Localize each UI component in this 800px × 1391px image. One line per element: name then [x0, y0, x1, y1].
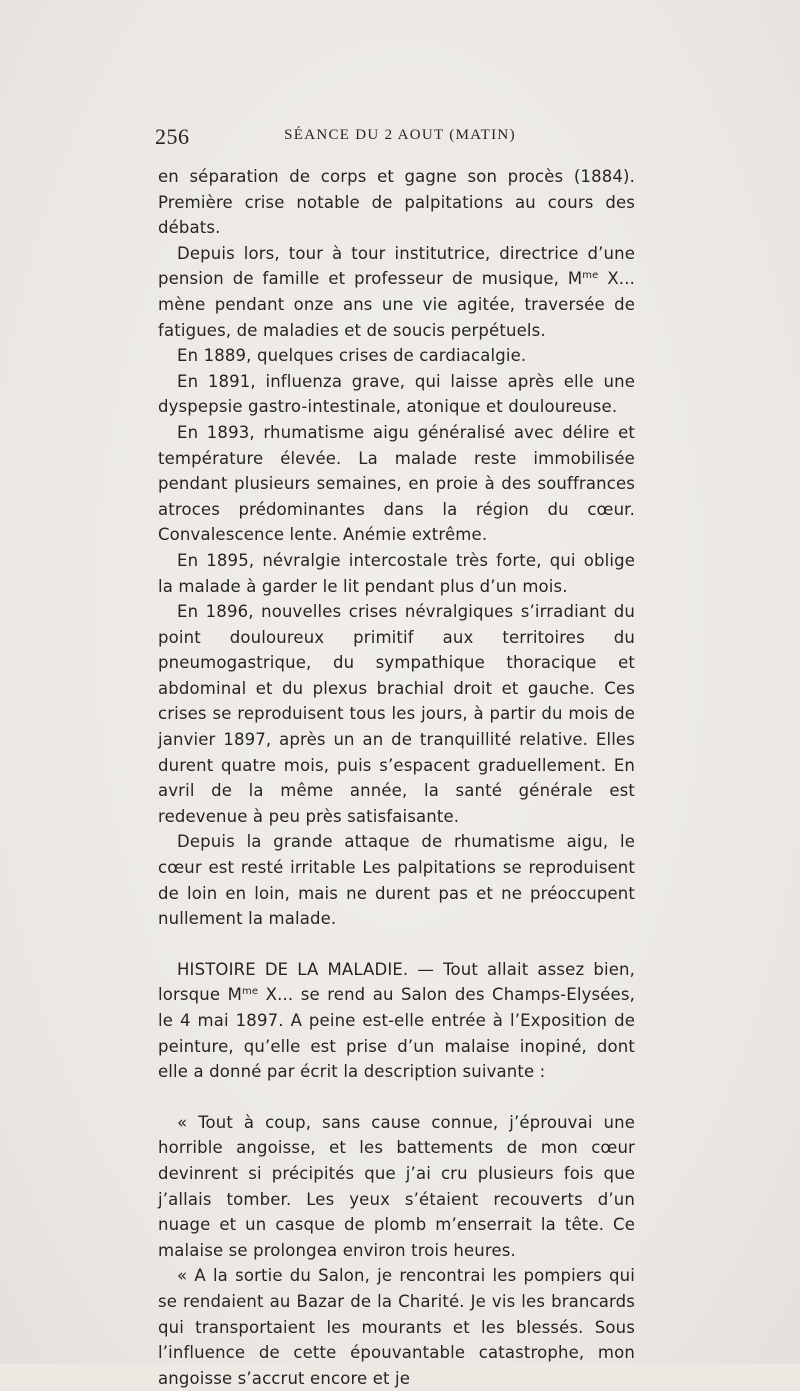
- paragraph-2: [158, 241, 635, 343]
- paragraph-8: Depuis la grande attaque de rhumatisme aigu, le cœur est resté irritable Les palpitations se reproduisent de loin en loin, mais ne durent pas et ne préoccupent nullement la malade.: [158, 832, 635, 929]
- paragraph-7: En 1896, nouvelles crises névralgiques s’irradiant du point douloureux primitif aux territoires du pneumogastrique, du sympathique thoracique et abdominal et du plexus brachial droit et gauche. Ces crises se reproduisent tous les jours, à partir du mois de janvier 1897, après un an de tranquillité relative. Elles durent quatre mois, puis s’espacent graduellement. En avril de la même année, la santé générale est redevenue à peu près satisfaisante.: [158, 602, 635, 826]
- page-number: 256: [155, 124, 190, 149]
- paragraph-histoire-text-a: HISTOIRE DE LA MALADIE. — Tout allait assez bien, lorsque M: [158, 959, 635, 1005]
- body-text: [158, 164, 635, 1391]
- paragraph-quote-2: « A la sortie du Salon, je rencontrai les pompiers qui se rendaient au Bazar de la Charité. Je vis les brancards qui transportaient les mourants et les blessés. Sous l’influence de cette épouvantable catastrophe, mon angoisse s’accrut encore et je: [158, 1266, 635, 1388]
- running-head: SÉANCE DU 2 AOUT (MATIN): [284, 127, 516, 143]
- paragraph-histoire-text-b: X... se rend au Salon des Champs-Elysées, le 4 mai 1897. A peine est-elle entrée à l’Exposition de peinture, qu’elle est prise d’un malaise inopiné, dont elle a donné par écrit la description suivante :: [158, 985, 635, 1082]
- superscript-me: me: [582, 270, 599, 282]
- paragraph-6: En 1895, névralgie intercostale très forte, qui oblige la malade à garder le lit pendant plus d’un mois.: [158, 550, 635, 596]
- page-header: [155, 124, 645, 152]
- paragraph-2-text-a: Depuis lors, tour à tour institutrice, directrice d’une pension de famille et professeur de musique, M: [158, 243, 635, 289]
- paragraph-quote-1: « Tout à coup, sans cause connue, j’éprouvai une horrible angoisse, et les battements de mon cœur devinrent si précipités que j’ai cru plusieurs fois que j’allais tomber. Les yeux s’étaient recouverts d’un nuage et un casque de plomb m’enserrait la tête. Ce malaise se prolongea environ trois heures.: [158, 1112, 635, 1260]
- paragraph-1: en séparation de corps et gagne son procès (1884). Première crise notable de palpitations au cours des débats.: [158, 167, 635, 238]
- superscript-me: me: [242, 986, 259, 998]
- paragraph-4: En 1891, influenza grave, qui laisse après elle une dyspepsie gastro-intestinale, atonique et douloureuse.: [158, 371, 635, 417]
- paragraph-5: En 1893, rhumatisme aigu généralisé avec délire et température élevée. La malade reste immobilisée pendant plusieurs semaines, en proie à des souffrances atroces prédominantes dans la région du cœur. Convalescence lente. Anémie extrême.: [158, 422, 635, 545]
- paragraph-histoire: [158, 957, 635, 1085]
- paragraph-3: En 1889, quelques crises de cardiacalgie.: [177, 346, 527, 366]
- paragraph-2-text-b: X... mène pendant onze ans une vie agitée, traversée de fatigues, de maladies et de soucis perpétuels.: [158, 269, 635, 340]
